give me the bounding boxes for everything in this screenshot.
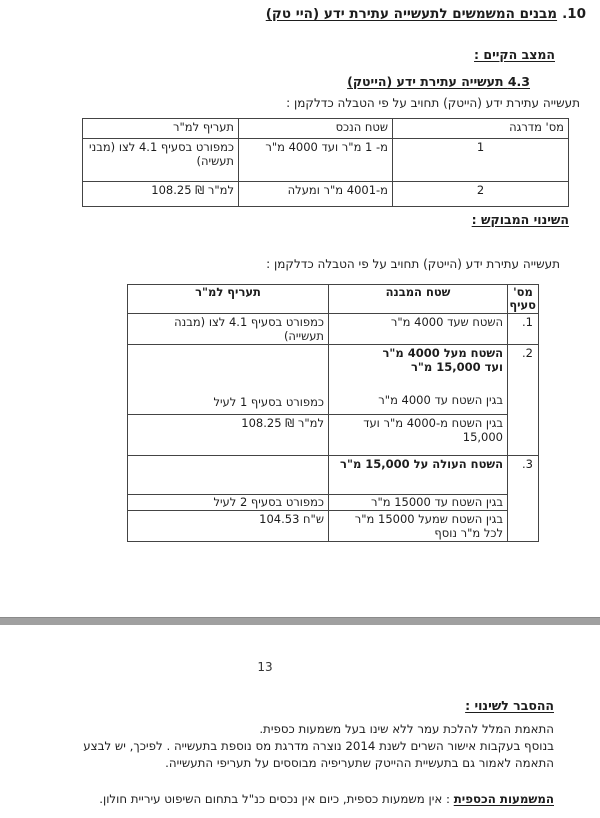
area-title: השטח מעל 4000 מ"ר ועד 15,000 מ"ר: [382, 346, 503, 375]
area-cell: בגין השטח עד 15000 מ"ר: [329, 495, 508, 511]
column-header-building-area: שטח המבנה: [329, 285, 508, 314]
tariff-amount: 108.25 ₪ למ"ר: [241, 416, 324, 431]
area-cell: מ- 1 מ"ר ועד 4000 מ"ר: [239, 139, 393, 182]
table-header-row: [128, 285, 539, 314]
level-cell: 2: [393, 182, 569, 207]
column-header-clause: מס' סעיף: [508, 285, 539, 314]
clause-number: 1.: [508, 314, 539, 345]
clause-number: 3.: [508, 456, 539, 542]
current-state-heading: המצב הקיים :: [474, 47, 555, 62]
area-cell: בגין השטח שמעל 15000 מ"ר לכל מ"ר נוסף: [329, 511, 508, 542]
table-row: [128, 345, 539, 415]
page-separator-bar: [0, 617, 600, 625]
tariff-cell: [83, 182, 239, 207]
table-row: [128, 314, 539, 345]
column-header-level: מס' מדרגה: [393, 119, 569, 139]
table-row: [128, 495, 539, 511]
column-header-tariff: תעריף למ"ר: [83, 119, 239, 139]
tariff-cell: כמפורט בסעיף 4.1 לצו (מבני תעשיה): [83, 139, 239, 182]
subsection-heading: 4.3 תעשייה עתירת ידע (הייטק): [347, 74, 530, 89]
explanation-paragraph: [19, 721, 554, 772]
explanation-line: התאמה לאמור גם בתעשיית ההייטק שתעריפיה מבוססים על תעריפי התעשייה.: [165, 756, 554, 770]
level-cell: 1: [393, 139, 569, 182]
tariff-amount: 104.53 ש"ח: [259, 512, 324, 527]
table-row: [128, 456, 539, 495]
explanation-line: התאמת המלל להלכת עמר ללא שינו בעל משמעות כספית.: [259, 722, 554, 736]
financial-significance-text: : אין משמעות כספית, כיום אין נכסים כנ"ל בתחום השיפוט עיריית חולון.: [99, 792, 454, 806]
explanation-line: בנוסף בעקבות אישור השרים לשנת 2014 נוצרה מדרגת מס נוספת בתעשייה . לפיכך, יש לבצע: [83, 739, 554, 753]
proposed-tariff-table: [127, 284, 539, 542]
area-cell: מ-4001 מ"ר ומעלה: [239, 182, 393, 207]
intro-paragraph-requested: תעשייה עתירת ידע (הייטק) תחויב על פי הטבלה כדלקמן :: [266, 257, 560, 271]
intro-paragraph-existing: תעשייה עתירת ידע (הייטק) תחויב על פי הטבלה כדלקמן :: [286, 96, 580, 110]
section-heading: [266, 6, 586, 22]
existing-tariff-table: [82, 118, 569, 207]
tariff-cell: כמפורט בסעיף 1 לעיל: [128, 345, 329, 415]
section-title: מבנים המשמשים לתעשייה עתירת ידע (היי טק): [265, 6, 558, 22]
financial-significance-label: המשמעות הכספית: [453, 792, 554, 806]
tariff-cell: [128, 456, 329, 495]
tariff-cell: [128, 511, 329, 542]
table-row: [128, 415, 539, 456]
clause-number: 2.: [508, 345, 539, 456]
area-title: השטח העולה על 15,000 מ"ר: [329, 456, 508, 495]
table-header-row: [83, 119, 569, 139]
column-header-property-area: שטח הנכס: [239, 119, 393, 139]
explanation-heading: ההסבר לשינוי :: [465, 698, 554, 713]
table-row: [83, 182, 569, 207]
requested-change-heading: השינוי המבוקש :: [471, 212, 569, 227]
section-number: 10.: [562, 6, 586, 22]
area-cell: [329, 345, 508, 415]
table-row: [83, 139, 569, 182]
tariff-cell: כמפורט בסעיף 2 לעיל: [128, 495, 329, 511]
column-header-tariff: תעריף למ"ר: [128, 285, 329, 314]
tariff-cell: כמפורט בסעיף 4.1 לצו (מבנה תעשייה): [128, 314, 329, 345]
page-number: 13: [257, 660, 273, 674]
tariff-cell: [128, 415, 329, 456]
table-row: [128, 511, 539, 542]
area-cell: בגין השטח מ-4000 מ"ר ועד 15,000: [329, 415, 508, 456]
area-cell: השטח שעד 4000 מ"ר: [329, 314, 508, 345]
tariff-amount: 108.25 ₪ למ"ר: [151, 183, 234, 197]
area-subrow: בגין השטח עד 4000 מ"ר: [378, 393, 503, 408]
financial-significance-line: [19, 792, 554, 806]
